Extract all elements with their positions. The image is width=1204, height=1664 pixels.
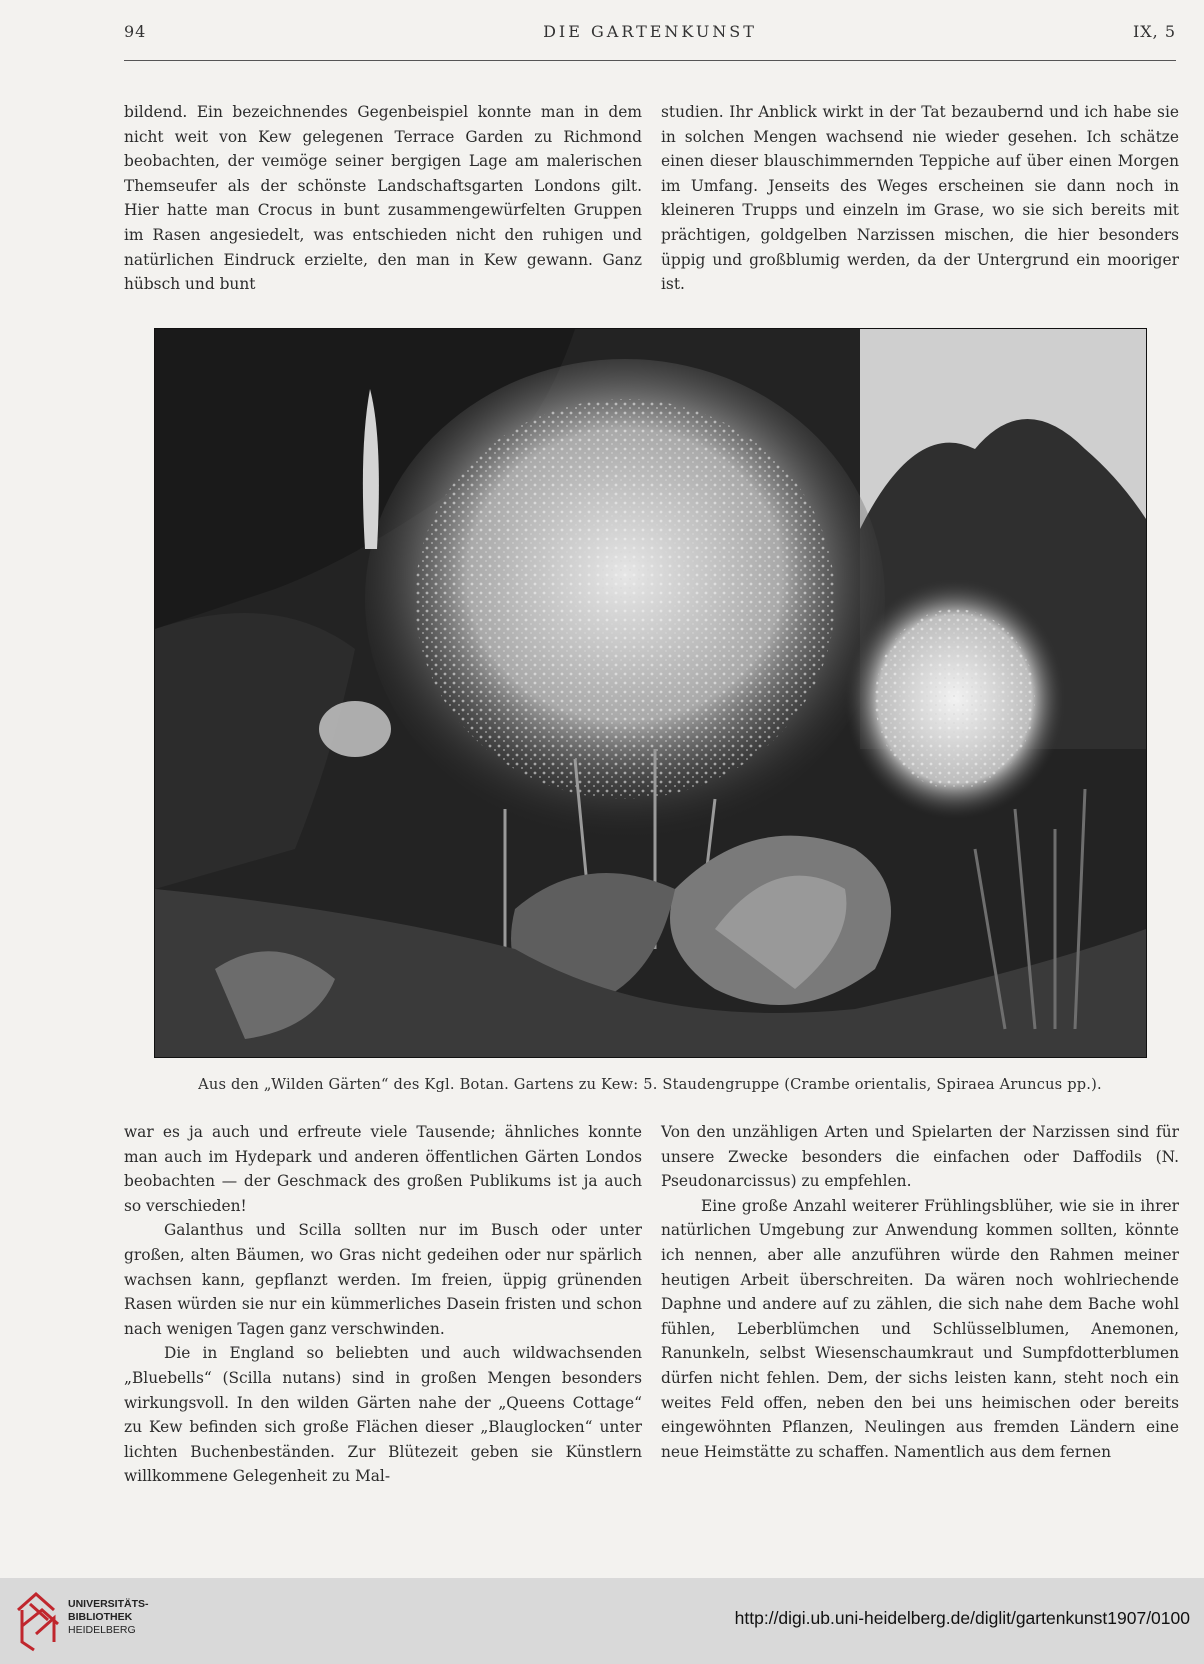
page-number: 94 [124,22,147,41]
header-rule [124,60,1176,61]
text-column-top-right [661,100,1179,297]
garden-photograph-illustration [155,329,1146,1057]
library-name-line: HEIDELBERG [68,1624,136,1636]
garden-photograph [154,328,1147,1058]
paragraph: studien. Ihr Anblick wirkt in der Tat bezaubernd und ich habe sie in solchen Mengen wachsend nie wieder gesehen. Ich schätze einen dieser blauschimmernden Teppiche auf über einen Morgen im Umfang. Jenseits des Weges erscheinen sie dann noch in kleineren Trupps und einzeln im Grase, wo sie sich bereits mit prächtigen, goldgelben Narzissen mischen, die hier besonders üppig und großblumig werden, da der Untergrund ein mooriger ist. [661,103,1179,294]
digital-library-footer [0,1578,1204,1664]
paragraph: Die in England so beliebten und auch wildwachsenden „Bluebells“ (Scilla nutans) sind in großen Mengen besonders wirkungsvoll. In den wilden Gärten nahe der „Queens Cottage“ zu Kew befinden sich große Flächen dieser „Blauglocken“ unter lichten Buchenbeständen. Zur Blütezeit geben sie Künstlern willkommene Gelegenheit zu Mal- [124,1344,642,1486]
journal-title: DIE GARTENKUNST [543,22,757,41]
university-library-logo-icon [14,1590,62,1652]
paragraph: Galanthus und Scilla sollten nur im Busch oder unter großen, alten Bäumen, wo Gras nicht gedeihen oder nur spärlich wachsen kann, gepflanzt werden. Im freien, üppig grünenden Rasen würden sie nur ein kümmerliches Dasein fristen und schon nach wenigen Tagen ganz verschwinden. [124,1221,642,1338]
text-column-bottom-left [124,1120,642,1489]
library-name-line: BIBLIOTHEK [68,1611,133,1623]
library-name [68,1598,149,1637]
permalink-url[interactable]: http://digi.ub.uni-heidelberg.de/diglit/gartenkunst1907/0100 [734,1608,1190,1628]
issue-number: IX, 5 [1132,22,1176,41]
paragraph: war es ja auch und erfreute viele Tausende; ähnliches konnte man auch im Hydepark und anderen öffentlichen Gärten Londos beobachten — der Geschmack des großen Publikums ist ja auch so verschieden! [124,1123,642,1215]
text-column-top-left [124,100,642,297]
figure-caption: Aus den „Wilden Gärten“ des Kgl. Botan. Gartens zu Kew: 5. Staudengruppe (Crambe orientalis, Spiraea Aruncus pp.). [198,1076,1102,1093]
library-name-line: UNIVERSITÄTS- [68,1598,149,1610]
running-head [124,22,1176,46]
paragraph: bildend. Ein bezeichnendes Gegenbeispiel konnte man in dem nicht weit von Kew gelegenen Terrace Garden zu Richmond beobachten, der veımöge seiner bergigen Lage am malerischen Themseufer als der schönste Landschaftsgarten Londons gilt. Hier hatte man Crocus in bunt zusammengewürfelten Gruppen im Rasen angesiedelt, was entschieden nicht den ruhigen und natürlichen Eindruck erzielte, den man in Kew gewann. Ganz hübsch und bunt [124,103,642,294]
paragraph: Von den unzähligen Arten und Spielarten der Narzissen sind für unsere Zwecke besonders die einfachen oder Daffodils (N. Pseudonarcissus) zu empfehlen. [661,1123,1179,1191]
paragraph: Eine große Anzahl weiterer Frühlingsblüher, wie sie in ihrer natürlichen Umgebung zur Anwendung kommen sollten, könnte ich nennen, aber alle anzuführen würde den Rahmen meiner heutigen Arbeit überschreiten. Da wären noch wohlriechende Daphne und andere auf zu zählen, die sich nahe dem Bache wohl fühlen, Leberblümchen und Schlüsselblumen, Anemonen, Ranunkeln, selbst Wiesenschaumkraut und Sumpfdotterblumen dürfen nicht fehlen. Dem, der sichs leisten kann, steht noch ein weites Feld offen, neben den bei uns heimischen oder bereits eingewöhnten Pflanzen, Neulingen aus fremden Ländern eine neue Heimstätte zu schaffen. Namentlich aus dem fernen [661,1196,1179,1461]
text-column-bottom-right [661,1120,1179,1464]
